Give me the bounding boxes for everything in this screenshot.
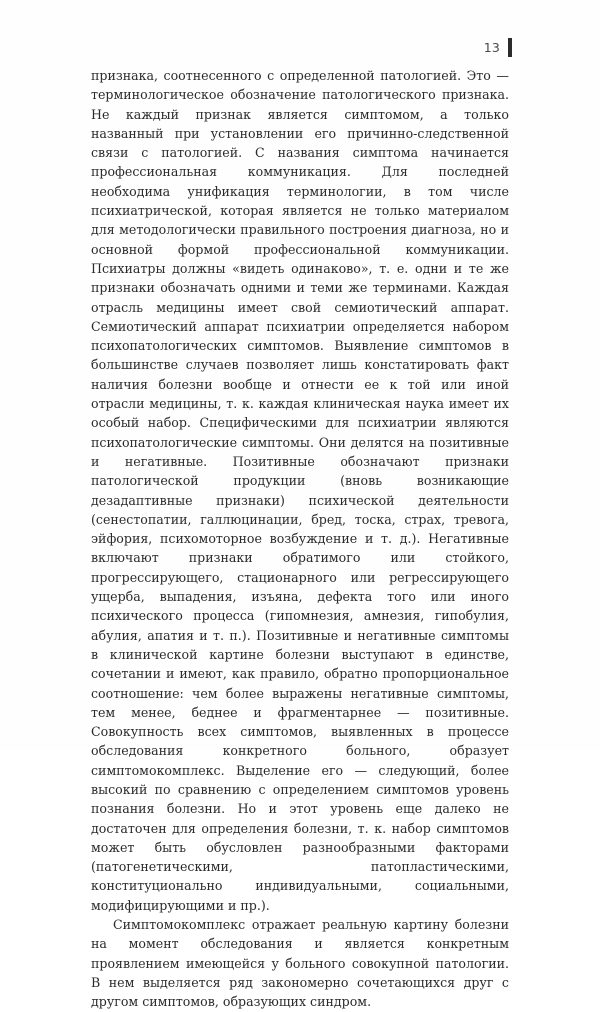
page-marker-bar (508, 38, 512, 57)
paragraph-symptom-complex: Симптомокомплекс отражает реальную картину болезни на момент обследования и является конкретным проявлением имеющейся у больного совокупной патологии. В нем выделяется ряд закономерно сочетающихся друг с другом симптомов, образующих синдром. (91, 917, 509, 1010)
page-number: 13 (483, 40, 500, 55)
page-header (484, 38, 512, 57)
paragraph-continued: признака, соотнесенного с определенной патологией. Это — терминологическое обозначение патологического признака. Не каждый признак является симптомом, а только названный при установлении его причинно-следственной связи с патологией. С названия симптома начинается профессиональная коммуникация. Для последней необходима унификация терминологии, в том числе психиатрической, которая является не только материалом для методологически правильного построения диагноза, но и основной формой профессиональной коммуникации. Психиатры должны «видеть одинаково», т. е. одни и те же признаки обозначать одними и теми же терминами. Каждая отрасль медицины имеет свой семиотический аппарат. Семиотический аппарат психиатрии определяется набором психопатологических симптомов. Выявление симптомов в большинстве случаев позволяет лишь констатировать факт наличия болезни вообще и отнести ее к той или иной отрасли медицины, т. к. каждая клиническая наука имеет их особый набор. Специфическими для психиатрии являются психопатологические симптомы. Они делятся на позитивные и негативные. Позитивные обозначают признаки патологической продукции (вновь возникающие дезадаптивные признаки) психической деятельности (сенестопатии, галлюцинации, бред, тоска, страх, тревога, эйфория, психомоторное возбуждение и т. д.). Негативные включают признаки обратимого или стойкого, прогрессирующего, стационарного или регрессирующего ущерба, выпадения, изъяна, дефекта того или иного психического процесса (гипомнезия, амнезия, гипобулия, абулия, апатия и т. п.). Позитивные и негативные симптомы в клинической картине болезни выступают в единстве, сочетании и имеют, как правило, обратно пропорциональное соотношение: чем более выражены негативные симптомы, тем менее, беднее и фрагментарнее — позитивные. Совокупность всех симптомов, выявленных в процессе обследования конкретного больного, образует симптомокомплекс. Выделение его — следующий, более высокий по сравнению с определением симптомов уровень познания болезни. Но и этот уровень еще далеко не достаточен для определения болезни, т. к. набор симптомов может быть обусловлен разнообразными факторами (патогенетическими, патопластическими, конституционально индивидуальными, социальными, модифицирующими и пр.). (91, 68, 509, 913)
body-text (91, 66, 509, 1012)
